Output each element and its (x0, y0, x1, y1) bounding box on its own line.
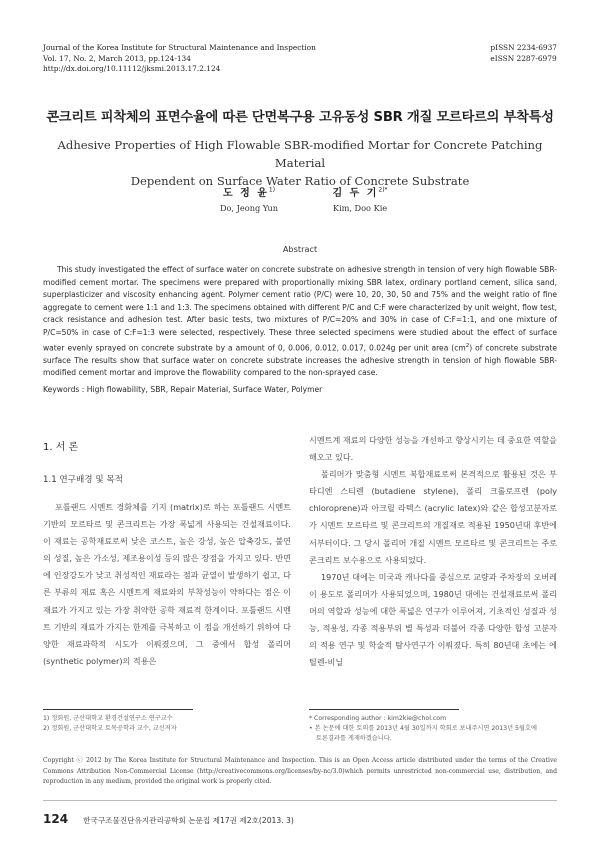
author-2-korean: 김 두 기 (332, 188, 379, 199)
journal-info (43, 43, 316, 75)
abstract-text-part1: This study investigated the effect of surface water on concrete substrate on adhesive strength in tension of very high flowable SBR-modified cement mortar. The specimens were prepared with proportionally mixing SBR latex, ordinary portland cement, silica sand, superplasticizer and viscosity enhancing agent. Polymer cement ratio (P/C) were 10, 20, 30, 50 and 75% and the weight ratio of fine aggregate to cement were 1:1 and 1:3. The specimens obtained with different P/C and C:F were characterized by unit weight, flow test, crack resistance and adhesion test. After basic tests, two mixtures of P/C=20% and 30% in case of C:F=1:1, and one mixture of P/C=50% in case of C:F=1:3 were selected, respectively. These three selected specimens were studied about the effect of surface water evenly sprayed on concrete substrate by a amount of 0, 0.006, 0.012, 0.017, 0.024g per unit area (cm (43, 265, 557, 353)
footnote-1: 1) 정회원, 군산대학교 환경건설연구소 연구교수 (43, 715, 173, 722)
right-paragraph-2: 폴리머가 맞춤형 시멘트 복합재료로써 본격적으로 활용된 것은 부타디엔 스티렌 (butadiene stylene), 폴리 크롤로프렌 (poly chloroprene)과 아크릴 라텍스 (acrylic latex)와 같은 합성고분자로가 시멘트 모르타르 및 콘크리트의 개질재로 적용된 1950년대 후반에서부터이다. 그 당시 폴리머 개질 시멘트 모르타르 및 콘크리트는 주로 콘크리트 보수용으로 사용되었다. (309, 469, 557, 565)
author-1 (189, 184, 309, 213)
footnotes-right (309, 714, 557, 744)
abstract-text-part2: ) of concrete substrate surface The results show that surface water on concrete substrate increases the adhesive strength in tension of high flowable SBR-modified cement mortar and improve the flowability compared to the non-sprayed case. (43, 343, 557, 378)
author-1-affil-mark: 1) (268, 186, 276, 194)
abstract-heading: Abstract (282, 244, 318, 254)
journal-name: Journal of the Korea Institute for Structural Maintenance and Inspection (43, 43, 316, 52)
footnote-divider-left (43, 709, 193, 710)
section-heading-introduction: 1. 서 론 (43, 442, 79, 453)
title-english (40, 136, 560, 190)
footnotes-left (43, 714, 291, 734)
issn-info (490, 43, 557, 64)
author-1-korean: 도 정 윤 (222, 188, 269, 199)
journal-volume: Vol. 17, No. 2, March 2013, pp.124-134 (43, 53, 191, 63)
page-number: 124 (43, 812, 69, 826)
copyright-notice: Copyright ⓒ 2012 by The Korea Institute for Structural Maintenance and Inspection. This is an Open Access article distributed under the terms of the Creative Commons Attribution Non-Commercial License (http://creativecommons.org/licenses/by-nc/3.0)which permits unrestricted non-commercial use, distribution, and reproduction in any medium, provided the original work is properly cited. (43, 757, 557, 786)
eissn: eISSN 2287-6979 (490, 53, 557, 63)
page-footer (43, 808, 294, 827)
intro-paragraph: 포틀랜드 시멘트 경화체를 기지 (matrix)로 하는 포틀랜드 시멘트 기반의 모르타르 및 콘크리트는 가장 폭넓게 사용되는 건설재료이다. 이 재료는 공학재료로써 낮은 코스트, 높은 강성, 높은 압축강도, 불연의 성질, 높은 가소성, 제조용이성 등의 많은 장점을 가지고 있다. 반면에 인장강도가 낮고 취성적인 재료라는 점과 균열이 발생하기 쉽고, 다른 부류의 재료 혹은 시멘트계 재료와의 부착성능이 약하다는 점은 이 재료가 가지고 있는 가장 취약한 공학 재료적 한계이다. 포틀랜드 시멘트 기반의 재료가 가지는 한계를 극복하고 이 점을 개선하기 위하여 다양한 재료과학적 시도가 이뤄졌으며, 그 중에서 합성 폴리머 (synthetic polymer)의 적용은 (43, 502, 291, 666)
footnote-2: 2) 정회원, 군산대학교 토목공학과 교수, 교신저자 (43, 725, 177, 732)
author-2-affil-mark: 2)* (378, 186, 388, 194)
title-english-line1: Adhesive Properties of High Flowable SBR-modified Mortar for Concrete Patching Material (57, 138, 543, 170)
pissn: pISSN 2234-6937 (490, 43, 557, 52)
author-2-english: Kim, Doo Kie (332, 203, 388, 213)
subsection-heading-background: 1.1 연구배경 및 목적 (43, 475, 123, 485)
right-column (309, 432, 557, 671)
title-english-line2: Dependent on Surface Water Ratio of Concrete Substrate (130, 174, 470, 188)
corresponding-author: * Corresponding author : kim2kie@chol.com (309, 715, 447, 722)
right-paragraph-3: 1970년 대에는 미국과 캐나다를 중심으로 교량과 주차장의 오버레이 용도로 폴리머가 사용되었으며, 1980년 대에는 건설재료로써 폴리머의 역할과 성능에 대한 폭넓은 연구가 이루어져, 기초적인 성질과 성능, 적용성, 각종 적용부위 별 특성과 더불어 각종 다양한 합성 고분자의 적용 연구 및 학술적 탐사연구가 이뤄졌다. 특히 80년대 초에는 에틸렌-비닐 (309, 571, 557, 668)
right-paragraph-1: 시멘트계 재료의 다양한 성능을 개선하고 향상시키는 데 중요한 역할을 해오고 있다. (309, 435, 557, 463)
abstract-text (43, 264, 557, 380)
discussion-note: • 본 논문에 대한 토의를 2013년 4월 30일까지 학회로 보내주시면 2013년 5월호에 (309, 725, 537, 732)
journal-doi[interactable]: http://dx.doi.org/10.11112/jksmi.2013.17.2.124 (43, 64, 221, 73)
keywords: Keywords : High flowability, SBR, Repair Material, Surface Water, Polymer (43, 385, 323, 394)
footer-journal: 한국구조물진단유지관리공학회 논문집 제17권 제2호(2013. 3) (83, 816, 294, 825)
title-korean: 콘크리트 피착체의 표면수율에 따른 단면복구용 고유동성 SBR 개질 모르타르의 부착특성 (46, 110, 554, 125)
author-1-english: Do, Jeong Yun (219, 203, 279, 213)
footer-divider (43, 800, 557, 801)
abstract-unit-superscript: 2 (465, 342, 470, 349)
discussion-note-cont: 토론결과를 게재하겠습니다. (316, 735, 392, 742)
left-column (43, 430, 291, 670)
author-2 (300, 184, 420, 213)
footnote-divider-right (309, 709, 459, 710)
